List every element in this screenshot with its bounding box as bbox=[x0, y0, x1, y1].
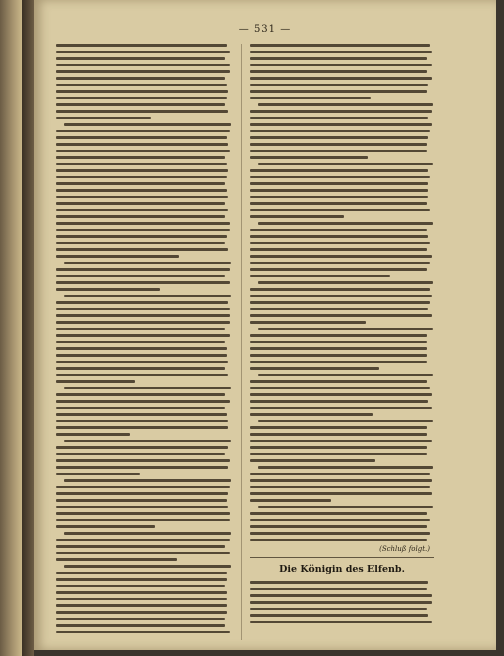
text-line bbox=[56, 44, 227, 47]
text-line bbox=[56, 328, 225, 331]
text-line bbox=[56, 182, 225, 185]
text-line bbox=[56, 103, 225, 106]
text-line bbox=[250, 130, 430, 133]
text-line bbox=[56, 314, 230, 317]
text-line bbox=[56, 51, 230, 54]
text-line bbox=[258, 374, 433, 377]
text-line bbox=[250, 143, 427, 146]
text-line bbox=[250, 588, 427, 591]
text-line bbox=[250, 51, 432, 54]
text-line bbox=[250, 97, 371, 100]
text-line bbox=[64, 387, 231, 390]
text-line bbox=[250, 64, 432, 67]
text-line bbox=[250, 196, 428, 199]
text-line bbox=[56, 525, 155, 528]
text-line bbox=[56, 604, 227, 607]
text-line bbox=[258, 163, 433, 166]
text-line bbox=[56, 499, 227, 502]
text-line bbox=[56, 268, 230, 271]
text-line bbox=[56, 143, 228, 146]
text-line bbox=[250, 248, 427, 251]
text-line bbox=[250, 459, 375, 462]
text-line bbox=[56, 545, 225, 548]
text-line bbox=[56, 506, 228, 509]
text-line bbox=[250, 123, 432, 126]
text-line bbox=[56, 255, 179, 258]
text-line bbox=[250, 314, 432, 317]
text-line bbox=[250, 347, 427, 350]
text-line bbox=[250, 601, 432, 604]
text-line bbox=[56, 117, 151, 120]
text-line bbox=[258, 420, 433, 423]
text-line bbox=[250, 189, 428, 192]
text-line bbox=[56, 631, 230, 634]
text-line bbox=[56, 473, 140, 476]
text-line bbox=[250, 367, 379, 370]
text-line bbox=[56, 229, 230, 232]
text-line bbox=[250, 110, 432, 113]
text-line bbox=[250, 614, 428, 617]
text-line bbox=[56, 347, 227, 350]
text-line bbox=[56, 215, 225, 218]
text-line bbox=[56, 611, 227, 614]
text-line bbox=[250, 156, 368, 159]
text-line bbox=[250, 354, 427, 357]
text-line bbox=[56, 433, 130, 436]
text-line bbox=[250, 301, 430, 304]
text-line bbox=[258, 328, 433, 331]
text-line bbox=[64, 565, 231, 568]
text-line bbox=[56, 288, 160, 291]
text-line bbox=[250, 202, 427, 205]
text-line bbox=[56, 222, 230, 225]
text-line bbox=[250, 334, 427, 337]
text-line bbox=[56, 486, 230, 489]
text-line bbox=[250, 479, 432, 482]
text-line bbox=[56, 380, 135, 383]
text-line bbox=[56, 466, 228, 469]
text-line bbox=[250, 176, 430, 179]
text-line bbox=[56, 84, 227, 87]
text-line bbox=[64, 479, 231, 482]
text-line bbox=[56, 459, 230, 462]
text-line bbox=[56, 163, 227, 166]
text-line bbox=[250, 440, 432, 443]
text-line bbox=[258, 103, 433, 106]
text-line bbox=[56, 354, 227, 357]
text-line bbox=[250, 182, 428, 185]
article-body-continued bbox=[250, 44, 434, 541]
text-line bbox=[258, 506, 433, 509]
text-line bbox=[250, 519, 430, 522]
text-line bbox=[56, 624, 225, 627]
text-line bbox=[250, 209, 430, 212]
text-line bbox=[250, 229, 427, 232]
text-line bbox=[56, 598, 227, 601]
text-line bbox=[250, 380, 427, 383]
text-line bbox=[250, 512, 427, 515]
text-line bbox=[56, 242, 225, 245]
text-line bbox=[56, 413, 227, 416]
text-line bbox=[250, 621, 432, 624]
text-line bbox=[56, 552, 230, 555]
text-line bbox=[64, 295, 231, 298]
book-gutter bbox=[22, 0, 34, 656]
text-column-right bbox=[250, 44, 434, 627]
text-line bbox=[56, 275, 225, 278]
text-line bbox=[250, 308, 428, 311]
text-line bbox=[250, 608, 427, 611]
text-line bbox=[56, 585, 225, 588]
text-line bbox=[56, 176, 227, 179]
text-line bbox=[250, 446, 427, 449]
text-line bbox=[250, 268, 427, 271]
section-body bbox=[250, 581, 434, 623]
text-line bbox=[56, 572, 227, 575]
text-line bbox=[56, 361, 228, 364]
text-line bbox=[56, 64, 230, 67]
text-line bbox=[258, 281, 433, 284]
text-line bbox=[56, 235, 227, 238]
text-line bbox=[250, 117, 428, 120]
text-line bbox=[250, 581, 428, 584]
text-line bbox=[64, 262, 231, 265]
scan-bottom-edge bbox=[34, 650, 496, 656]
text-line bbox=[56, 130, 230, 133]
text-line bbox=[56, 301, 228, 304]
text-line bbox=[56, 57, 225, 60]
section-title: Die Königin des Elfenb. bbox=[279, 564, 405, 576]
text-line bbox=[250, 84, 428, 87]
text-line bbox=[250, 57, 427, 60]
text-line bbox=[250, 473, 430, 476]
text-line bbox=[258, 222, 433, 225]
text-line bbox=[56, 492, 228, 495]
text-line bbox=[56, 321, 230, 324]
text-line bbox=[56, 97, 227, 100]
text-line bbox=[250, 433, 427, 436]
text-line bbox=[250, 361, 427, 364]
text-line bbox=[250, 169, 428, 172]
text-line bbox=[250, 44, 430, 47]
text-line bbox=[56, 189, 227, 192]
text-line bbox=[56, 77, 225, 80]
text-line bbox=[250, 413, 373, 416]
text-line bbox=[56, 512, 230, 515]
text-line bbox=[56, 519, 230, 522]
text-line bbox=[56, 209, 228, 212]
text-line bbox=[56, 341, 225, 344]
text-line bbox=[64, 440, 231, 443]
text-line bbox=[250, 407, 432, 410]
text-line bbox=[250, 321, 366, 324]
text-line bbox=[250, 525, 427, 528]
text-line bbox=[56, 367, 225, 370]
text-line bbox=[56, 110, 228, 113]
text-line bbox=[250, 77, 432, 80]
text-line bbox=[250, 255, 432, 258]
text-line bbox=[56, 453, 225, 456]
column-divider bbox=[241, 44, 242, 640]
page-number: — 531 — bbox=[238, 24, 292, 35]
text-line bbox=[250, 393, 432, 396]
text-line bbox=[56, 407, 225, 410]
text-line bbox=[250, 426, 427, 429]
text-line bbox=[56, 202, 225, 205]
text-line bbox=[56, 150, 230, 153]
text-line bbox=[56, 70, 230, 73]
text-line bbox=[250, 275, 390, 278]
text-line bbox=[250, 499, 331, 502]
text-line bbox=[56, 426, 228, 429]
text-line bbox=[56, 618, 225, 621]
left-page-edge bbox=[0, 0, 22, 656]
text-line bbox=[258, 466, 433, 469]
text-line bbox=[56, 169, 228, 172]
text-line bbox=[250, 594, 432, 597]
text-line bbox=[250, 492, 432, 495]
text-line bbox=[250, 90, 427, 93]
text-line bbox=[250, 532, 430, 535]
text-line bbox=[250, 387, 430, 390]
section-rule bbox=[250, 557, 434, 558]
text-line bbox=[56, 334, 230, 337]
text-line bbox=[56, 539, 230, 542]
text-line bbox=[56, 248, 228, 251]
text-line bbox=[250, 70, 427, 73]
text-line bbox=[56, 400, 230, 403]
text-line bbox=[250, 136, 428, 139]
text-line bbox=[250, 295, 432, 298]
text-line bbox=[56, 308, 230, 311]
text-line bbox=[56, 393, 225, 396]
text-line bbox=[56, 136, 227, 139]
text-line bbox=[56, 578, 227, 581]
text-column-left bbox=[56, 44, 232, 637]
text-line bbox=[56, 374, 228, 377]
scan-right-edge bbox=[496, 0, 504, 656]
text-line bbox=[56, 156, 225, 159]
text-line bbox=[64, 532, 231, 535]
text-line bbox=[250, 288, 430, 291]
text-line bbox=[56, 591, 227, 594]
text-line bbox=[56, 196, 228, 199]
text-line bbox=[250, 262, 430, 265]
text-line bbox=[56, 90, 228, 93]
text-line bbox=[250, 235, 428, 238]
text-line bbox=[250, 400, 428, 403]
text-line bbox=[250, 215, 344, 218]
text-line bbox=[250, 539, 427, 542]
text-line bbox=[250, 453, 427, 456]
text-line bbox=[250, 341, 427, 344]
text-line bbox=[56, 420, 228, 423]
text-line bbox=[64, 123, 231, 126]
article-end-note: (Schluß folgt.) bbox=[379, 545, 430, 554]
text-line bbox=[56, 558, 177, 561]
text-line bbox=[56, 446, 228, 449]
text-line bbox=[56, 281, 230, 284]
text-line bbox=[250, 150, 427, 153]
text-line bbox=[250, 242, 430, 245]
text-line bbox=[250, 486, 430, 489]
